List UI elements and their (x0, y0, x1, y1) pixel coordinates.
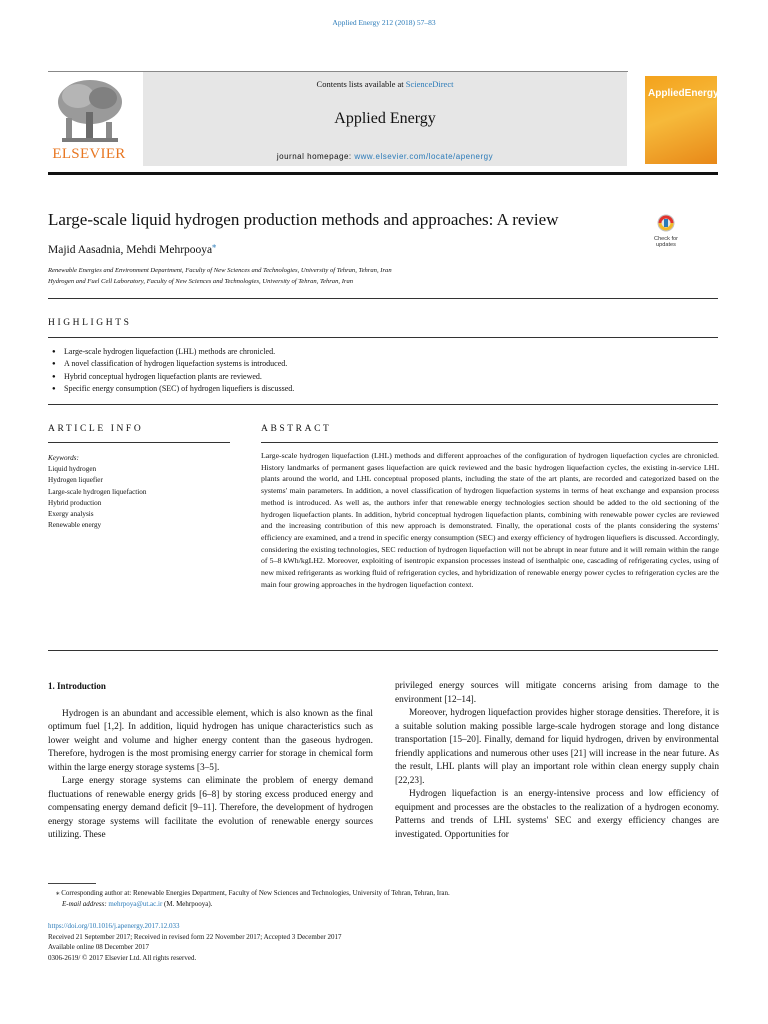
right-column (395, 680, 719, 842)
homepage-link[interactable]: www.elsevier.com/locate/apenergy (354, 152, 494, 161)
journal-reference[interactable]: Applied Energy 212 (2018) 57–83 (332, 18, 436, 27)
abstract-divider (261, 442, 718, 443)
highlights-heading: HIGHLIGHTS (48, 318, 132, 328)
highlights-bottom-rule (48, 404, 718, 405)
check-updates-icon (646, 213, 686, 253)
article-info-divider (48, 442, 230, 443)
publication-info (48, 921, 342, 963)
left-column (48, 680, 373, 843)
paragraph: Moreover, hydrogen liquefaction provides higher storage densities. Therefore, it is a suitable solution making possible large-scale hydrogen storage and long distance transportation [15–20]. Finally, demand for liquid hydrogen, driven by environmental friendly applications and numerous other uses [21] will increase in the near future. As the result, LHL plants will play an important role within clean energy supply chain [22,23]. (395, 708, 719, 786)
paragraph-continuation: privileged energy sources will mitigate concerns arising from damage to the environment [12–14]. (395, 681, 719, 705)
keyword-item: Hybrid production (48, 498, 102, 507)
keyword-item: Hydrogen liquefier (48, 476, 103, 485)
paragraph: Hydrogen is an abundant and accessible element, which is also known as the final optimum fuel [1,2]. In addition, liquid hydrogen has unique characteristics such as lower weight and volume and higher energy content than the gaseous hydrogen. Therefore, hydrogen is the most promising energy carrier for storage in chemical form within the large energy storage systems [3–5]. (48, 708, 373, 773)
journal-title: Applied Energy (334, 110, 436, 127)
received-dates: Received 21 September 2017; Received in revised form 22 November 2017; Accepted 3 December 2017 (48, 932, 342, 941)
journal-homepage (143, 152, 627, 161)
abstract-heading: ABSTRACT (261, 424, 332, 434)
check-for-updates-badge[interactable] (646, 213, 686, 253)
keyword-item: Large-scale hydrogen liquefaction (48, 487, 147, 496)
section-heading: 1. Introduction (48, 681, 106, 691)
header-bottom-rule (48, 172, 718, 175)
keyword-item: Renewable energy (48, 521, 102, 530)
elsevier-tree-logo (48, 76, 128, 148)
footnote-rule (48, 883, 96, 884)
keyword-item: Exergy analysis (48, 510, 94, 519)
title-divider (48, 298, 718, 299)
highlight-item: ● Large-scale hydrogen liquefaction (LHL) methods are chronicled. (52, 346, 294, 358)
authors-text: Majid Aasadnia, Mehdi Mehrpooya (48, 243, 213, 256)
paragraph: Hydrogen liquefaction is an energy-intensive process and low efficiency of equipment and processes are the obstacles to the realization of a hydrogen economy. Patterns and trends of LHL systems' SEC and exergy efficiency changes are investigated. Opportunities for (395, 789, 719, 840)
badge-line1: Check for (654, 236, 678, 242)
abstract-bottom-rule (48, 650, 718, 651)
affiliation-2: Hydrogen and Fuel Cell Laboratory, Faculty of New Sciences and Technologies, University of Tehran, Tehran, Iran (48, 278, 354, 285)
affiliation-1: Renewable Energies and Environment Department, Faculty of New Sciences and Technologies, University of Tehran, Tehran, Iran (48, 267, 392, 274)
article-info-heading: ARTICLE INFO (48, 424, 144, 434)
sciencedirect-link[interactable]: ScienceDirect (405, 79, 454, 89)
footnote-block (48, 888, 608, 909)
keywords-block (48, 453, 228, 531)
article-title: Large-scale liquid hydrogen production methods and approaches: A review (48, 210, 559, 229)
highlight-item: ● A novel classification of hydrogen liquefaction systems is introduced. (52, 358, 294, 370)
doi-link[interactable]: https://doi.org/10.1016/j.apenergy.2017.12.033 (48, 922, 180, 930)
email-label: E-mail address: (62, 899, 109, 908)
keyword-item: Liquid hydrogen (48, 465, 97, 474)
online-date: Available online 08 December 2017 (48, 943, 149, 951)
highlight-item: ● Hybrid conceptual hydrogen liquefaction plants are reviewed. (52, 371, 294, 383)
contents-prefix: Contents lists available at (316, 79, 406, 89)
highlights-list (52, 346, 294, 396)
author-list (48, 241, 216, 256)
badge-line2: updates (656, 242, 676, 248)
paragraph: Large energy storage systems can eliminate the problem of energy demand fluctuations of renewable energy grids [6–8] by storing excess produced energy and compensating energy demand deficit [9–11]. Therefore, the development of hydrogen energy storage systems will facilitate the evolution of renewable energy sources utilizing. These (48, 776, 373, 840)
email-suffix: (M. Mehrpooya). (162, 899, 213, 908)
email-line (48, 899, 608, 910)
highlight-item: ● Specific energy consumption (SEC) of hydrogen liquefiers is discussed. (52, 383, 294, 395)
email-link[interactable]: mehrpoya@ut.ac.ir (108, 899, 163, 908)
cover-title: AppliedEnergy (648, 88, 719, 99)
corresponding-author-mark[interactable]: ⁎ (212, 241, 217, 250)
corresponding-note: ⁎ Corresponding author at: Renewable Energies Department, Faculty of New Sciences and Technologies, University of Tehran, Tehran, Iran. (56, 889, 450, 897)
contents-line (143, 79, 627, 89)
highlights-divider (48, 337, 718, 338)
keywords-label: Keywords: (48, 454, 79, 462)
elsevier-logo-text: ELSEVIER (52, 146, 126, 162)
copyright: 0306-2619/ © 2017 Elsevier Ltd. All rights reserved. (48, 953, 197, 962)
homepage-label: journal homepage: (276, 152, 355, 161)
abstract-text: Large-scale hydrogen liquefaction (LHL) methods and different approaches of the configuration of hydrogen liquefaction cycles are chronicled. History landmarks of permanent gases liquefaction are quick reviewed and the basic hydrogen liquefaction cycles, the existing in-service LHL plants around the world, and LHL conceptual proposed plants, including the state of the art plants, are recorded and categorized based on the systems' main parameters. In addition, a novel classification of hydrogen liquefaction systems in terms of heat exchange and expansion process method is introduced. As well as, the authors infer that renewable energy technologies section should be added to the old sectioning of the hydrogen liquefaction plants. In addition, hybrid conceptual hydrogen liquefaction plants, combining with renewable power cycles are reviewed and the increasing contribution of this new approach is demonstrated. Finally, the operational costs of the plants considering the systems' efficiency are examined, and a trend in specific energy consumption (SEC) and exergy efficiency of hydrogen liquefiers is discussed. Accordingly, considering the existing technologies, SEC reduction of hydrogen liquefaction will not be abrupt in near future and it will remain within the range of 5–8 kWh/kgLH2. Moreover, exploiting of isentropic expansion processes instead of isenthalpic one, cascading of refrigerating cycles, using of new mixed refrigerants as working fluid of refrigeration cycles, and hybridization of renewable energy power cycles to refrigeration cycles are the main four growing approaches in the hydrogen liquefaction context. (261, 451, 719, 589)
